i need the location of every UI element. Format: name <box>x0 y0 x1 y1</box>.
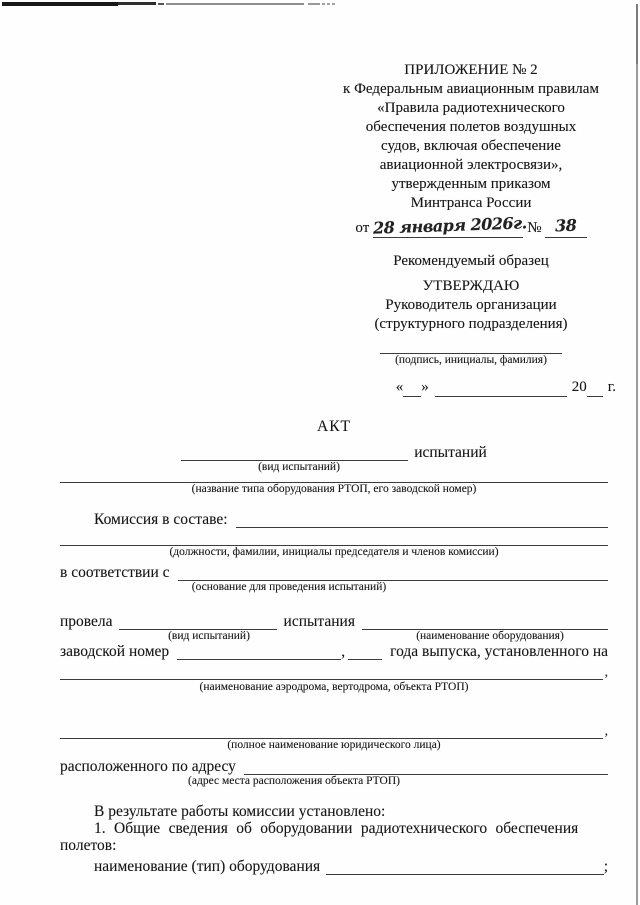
day-blank <box>403 384 421 397</box>
recommended-sample-label: Рекомендуемый образец <box>393 253 549 269</box>
scan-artifact-top-dash <box>158 3 164 5</box>
order-date-row <box>318 214 624 238</box>
appendix-line: утвержденным приказом <box>391 176 551 192</box>
address-label: расположенного по адресу <box>60 758 236 775</box>
tests-word-2: испытания <box>283 613 355 630</box>
comma: , <box>604 723 608 738</box>
conducted-label: провела <box>60 613 113 630</box>
blank-field <box>60 732 603 739</box>
number-sign: № <box>527 220 542 236</box>
approval-role-line: Руководитель организации <box>385 297 557 313</box>
commission-label: Комиссия в составе: <box>94 511 228 528</box>
scan-artifact-top-bar <box>2 2 118 6</box>
approval-date-row <box>318 378 624 397</box>
scan-artifact-top-dot <box>322 3 325 5</box>
aerodrome-line-row <box>60 663 608 680</box>
equipment-name-row <box>60 856 608 875</box>
act-title: АКТ <box>317 418 351 435</box>
approval-title: УТВЕРЖДАЮ <box>422 278 520 294</box>
caption-address: (адрес места расположения объекта РТОП) <box>188 775 400 787</box>
serial-label: заводской номер <box>60 643 170 660</box>
address-row <box>60 756 608 775</box>
year-century: 20 <box>571 379 587 395</box>
item1-line2: полетов: <box>60 837 117 854</box>
caption-test-kind-2: (вид испытаний) <box>168 630 250 642</box>
approval-block <box>318 277 624 397</box>
appendix-line: к Федеральным авиационным правилам <box>343 81 599 97</box>
act-body <box>60 418 608 875</box>
commission-row <box>60 509 608 528</box>
year-suffix: г. <box>607 379 616 395</box>
accordance-row <box>60 562 608 581</box>
blank-field <box>244 761 608 775</box>
item1-line1: 1. Общие сведения об оборудовании радиотехнического обеспечения <box>94 820 579 837</box>
semicolon: ; <box>603 858 608 875</box>
legal-entity-line-row <box>60 722 608 739</box>
order-date-field <box>372 213 528 238</box>
tests-word: испытаний <box>414 444 487 461</box>
comma: , <box>604 664 608 679</box>
signature-caption: (подпись, инициалы, фамилия) <box>395 354 547 366</box>
blank-field <box>181 447 408 461</box>
month-blank <box>435 384 567 397</box>
blank-field <box>236 514 608 528</box>
scan-artifact-top-dot <box>327 3 330 5</box>
equipment-name-label: наименование (тип) оборудования <box>94 858 321 875</box>
blank-field <box>362 616 608 630</box>
appendix-line: «Правила радиотехнического <box>377 100 565 116</box>
blank-field <box>326 861 604 875</box>
year-blank <box>587 384 603 397</box>
blank-field <box>178 567 608 581</box>
blank-field <box>60 476 608 483</box>
caption-legal-entity: (полное наименование юридического лица) <box>227 739 441 751</box>
appendix-line: обеспечения полетов воздушных <box>365 119 577 135</box>
conducted-row <box>60 611 608 630</box>
blank-field <box>177 646 341 660</box>
scan-artifact-top-dot <box>332 3 335 5</box>
serial-row <box>60 642 608 660</box>
order-number-field <box>545 216 587 238</box>
blank-field <box>119 616 277 630</box>
scan-edge-right <box>636 4 638 905</box>
year-release-text: года выпуска, установленного на <box>390 643 608 660</box>
handwritten-number: 38 <box>554 215 577 236</box>
scan-artifact-top-bar <box>118 2 156 5</box>
scan-artifact-top-line <box>166 3 304 5</box>
close-quote: » <box>421 379 429 395</box>
open-quote: « <box>395 379 404 395</box>
handwritten-date: 28 января 2026г. <box>372 213 528 238</box>
result-heading: В результате работы комиссии установлено: <box>94 803 386 820</box>
approval-role-line: (структурного подразделения) <box>374 316 568 332</box>
scan-artifact-top-line <box>308 3 320 5</box>
appendix-line: ПРИЛОЖЕНИЕ № 2 <box>404 62 538 78</box>
caption-equipment-name: (наименование оборудования) <box>416 630 564 642</box>
order-from-label: от <box>355 220 370 236</box>
caption-aerodrome: (наименование аэродрома, вертодрома, объекта РТОП) <box>199 681 469 693</box>
appendix-header <box>318 61 624 271</box>
caption-test-basis: (основание для проведения испытаний) <box>191 581 387 593</box>
caption-commission-members: (должности, фамилии, инициалы председателя и членов комиссии) <box>169 546 499 558</box>
caption-test-kind: (вид испытаний) <box>258 461 340 473</box>
test-kind-row <box>60 444 608 461</box>
accordance-label: в соответствии с <box>60 564 170 581</box>
appendix-line: Минтранса России <box>410 195 532 211</box>
appendix-line: авиационной электросвязи», <box>379 157 563 173</box>
conducted-captions-row <box>60 630 608 642</box>
signature-blank <box>380 344 562 354</box>
appendix-line: судов, включая обеспечение <box>381 138 561 154</box>
blank-field <box>60 673 603 680</box>
blank-field <box>60 537 608 546</box>
scan-edge-right <box>636 4 638 64</box>
caption-equipment-type: (название типа оборудования РТОП, его заводской номер) <box>191 483 477 495</box>
blank-field <box>348 646 382 660</box>
comma: , <box>341 643 346 660</box>
